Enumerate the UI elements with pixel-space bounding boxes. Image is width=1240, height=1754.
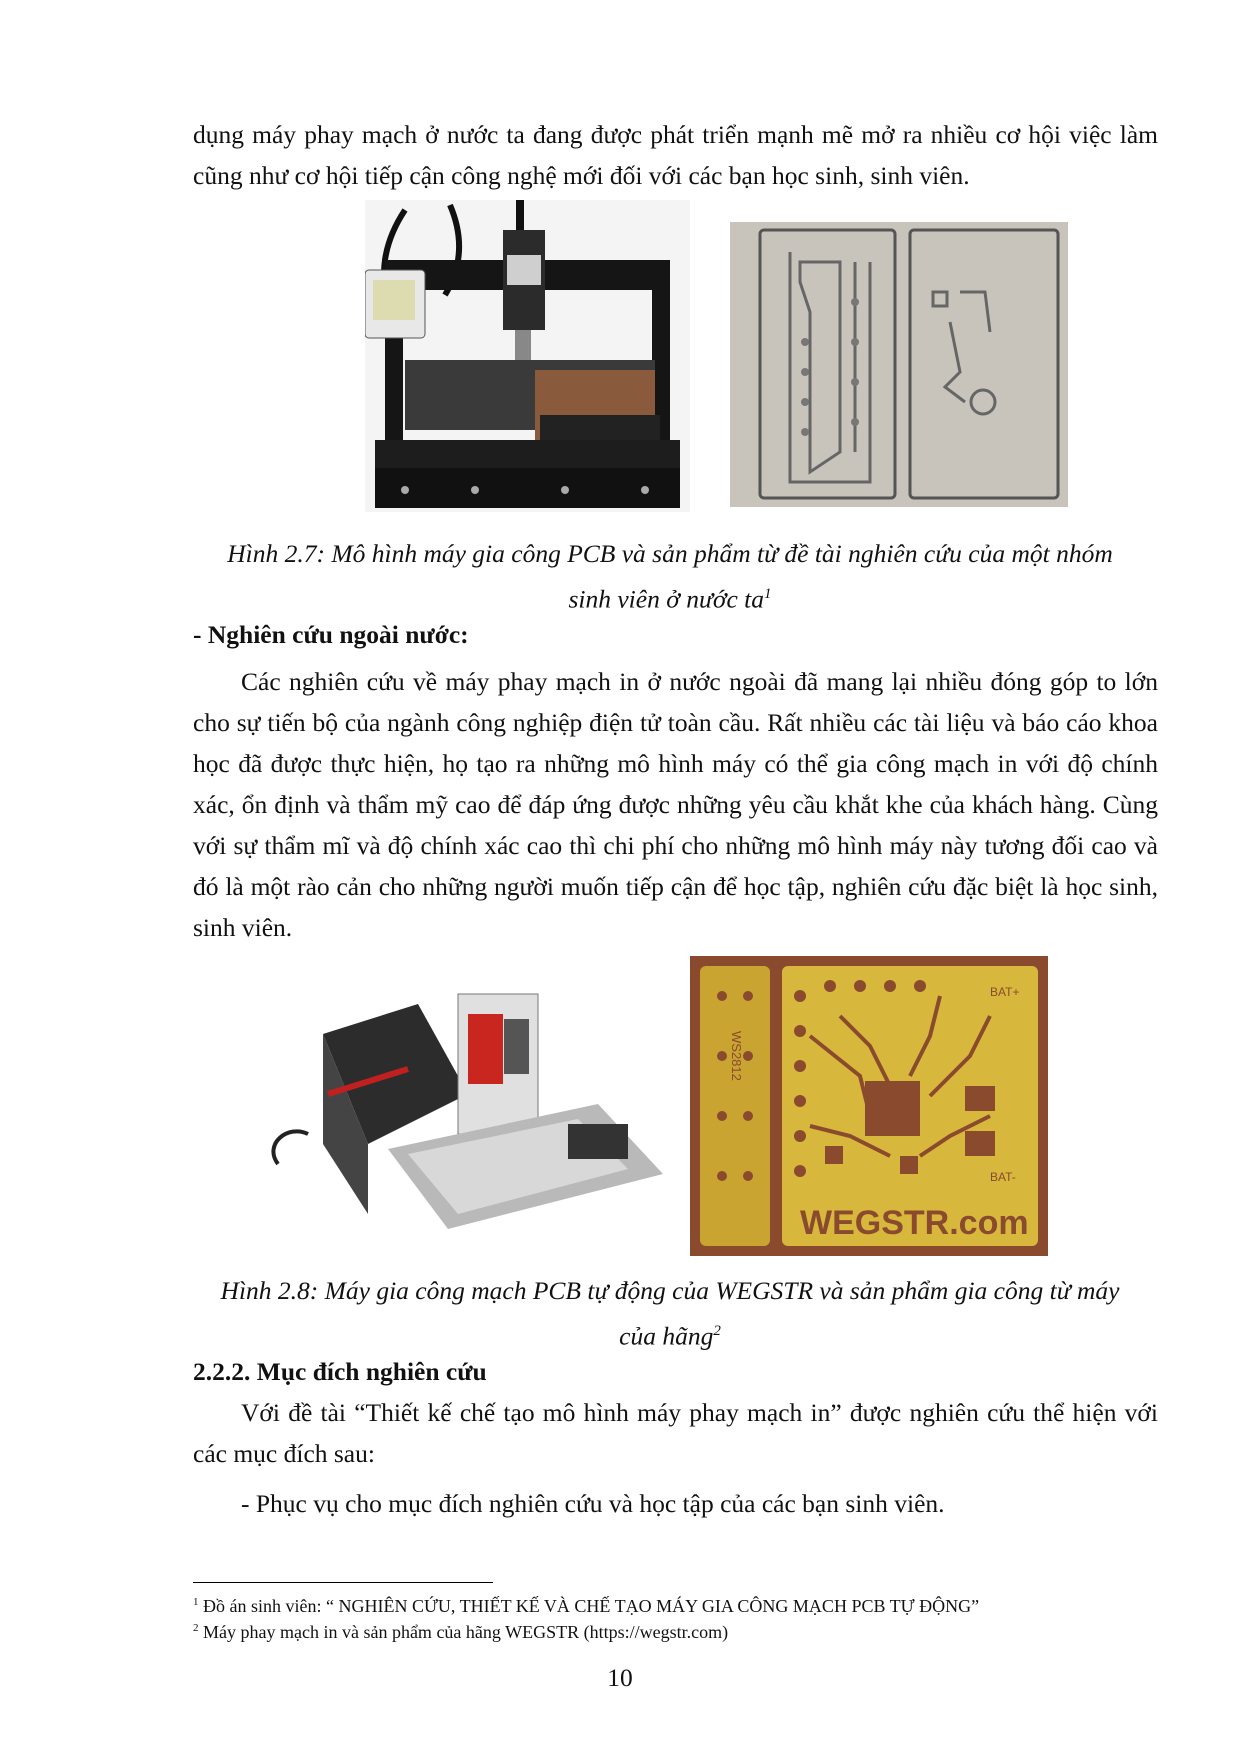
figure-2-7-milled-pcb-image — [730, 222, 1068, 507]
footnote-2-text: Máy phay mạch in và sản phẩm của hãng WEGSTR (https://wegstr.com) — [203, 1622, 729, 1642]
figure-2-8-wegstr-pcb-image — [690, 956, 1048, 1256]
figure-2-7-caption-line2 — [180, 574, 1160, 620]
footnote-1 — [193, 1590, 979, 1618]
paragraph-foreign-research: Các nghiên cứu về máy phay mạch in ở nước ngoài đã mang lại nhiều đóng góp to lớn cho sự tiến bộ của ngành công nghiệp điện tử toàn cầu. Rất nhiều các tài liệu và báo cáo khoa học đã được thực hiện, họ tạo ra những mô hình máy có thể gia công mạch in với độ chính xác, ổn định và thẩm mỹ cao để đáp ứng được những yêu cầu khắt khe của khách hàng. Cùng với sự thẩm mĩ và độ chính xác cao thì chi phí cho những mô hình máy này tương đối cao và đó là một rào cản cho những người muốn tiếp cận để học tập, nghiên cứu đặc biệt là học sinh, sinh viên. — [193, 667, 1158, 942]
figure-2-8-caption-line1: Hình 2.8: Máy gia công mạch PCB tự động của WEGSTR và sản phẩm gia công từ máy — [220, 1276, 1120, 1305]
footnote-ref-1[interactable]: 1 — [764, 586, 772, 602]
footnote-2-number: 2 — [193, 1622, 199, 1634]
figure-2-7-cnc-machine-image — [365, 200, 690, 512]
pcb-chip-label: WS2812 — [729, 1031, 744, 1081]
pcb-wegstr-logo: WEGSTR.com — [800, 1204, 1029, 1242]
section-foreign-research-heading: - Nghiên cứu ngoài nước: — [193, 620, 469, 649]
pcb-bat-minus-label: BAT- — [990, 1170, 1016, 1184]
pcb-bat-plus-label: BAT+ — [990, 985, 1020, 999]
figure-2-7-caption-text: sinh viên ở nước ta — [568, 584, 764, 614]
bullet-item-1: - Phục vụ cho mục đích nghiên cứu và học tập của các bạn sinh viên. — [241, 1489, 945, 1518]
footnote-ref-2[interactable]: 2 — [713, 1323, 721, 1339]
footnote-separator — [193, 1582, 493, 1583]
section-2-2-2-heading: 2.2.2. Mục đích nghiên cứu — [193, 1357, 487, 1386]
footnote-2 — [193, 1616, 728, 1644]
figure-2-8-wegstr-machine-image — [268, 974, 670, 1239]
figure-2-7-caption-line1: Hình 2.7: Mô hình máy gia công PCB và sản phẩm từ đề tài nghiên cứu của một nhóm — [227, 539, 1113, 568]
paragraph-purpose: Với đề tài “Thiết kế chế tạo mô hình máy phay mạch in” được nghiên cứu thể hiện với các mục đích sau: — [193, 1398, 1158, 1468]
figure-2-8-caption-text: của hãng — [619, 1321, 714, 1351]
paragraph-intro: dụng máy phay mạch ở nước ta đang được phát triển mạnh mẽ mở ra nhiều cơ hội việc làm cũng như cơ hội tiếp cận công nghệ mới đối với các bạn học sinh, sinh viên. — [193, 120, 1158, 190]
page-number: 10 — [607, 1663, 633, 1692]
footnote-1-text: Đồ án sinh viên: “ NGHIÊN CỨU, THIẾT KẾ VÀ CHẾ TẠO MÁY GIA CÔNG MẠCH PCB TỰ ĐỘNG” — [203, 1596, 980, 1616]
figure-2-8-caption-line2 — [180, 1311, 1160, 1357]
footnote-1-number: 1 — [193, 1596, 199, 1608]
